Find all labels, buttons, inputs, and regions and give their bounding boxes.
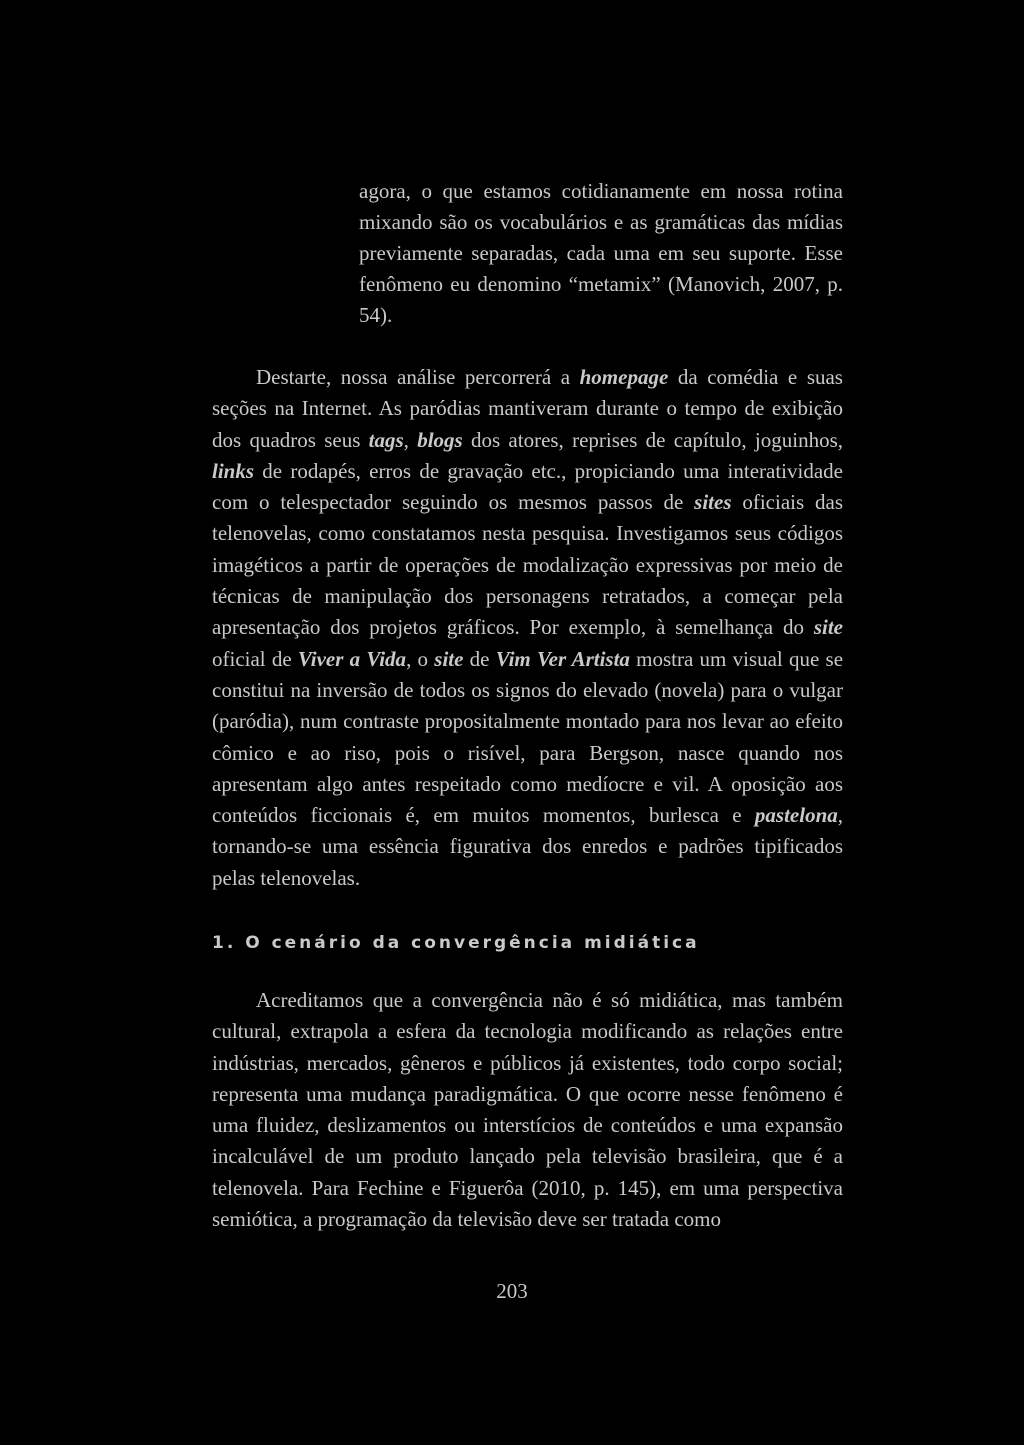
text-run: oficial de	[212, 646, 298, 671]
paragraph-text: Acreditamos que a convergência não é só midiática, mas também cultural, extrapola a esfera da tecnologia modificando as relações entre indústrias, mercados, gêneros e públicos já existentes, todo corpo social; representa uma mudança paradigmática. O que ocorre nesse fenômeno é uma fluidez, deslizamentos ou interstícios de conteúdos e uma expansão incalculável de um produto lançado pela televisão brasileira, que é a telenovela. Para Fechine e Figuerôa (2010, p. 145), em uma perspectiva semiótica, a programação da televisão deve ser tratada como	[212, 988, 843, 1232]
paragraph-convergence	[212, 985, 843, 1235]
text-run: Destarte, nossa análise percorrerá a	[256, 365, 580, 389]
text-run: dos atores, reprises de capítulo, joguinhos,	[462, 427, 844, 452]
text-run: oficiais das telenovelas, como constatamos nesta pesquisa. Investigamos seus códigos imagéticos a partir de operações de modalização expressivas por meio de técnicas de manipulação dos personagens retratados, a começar pela apresentação dos projetos gráficos. Por exemplo, à semelhança do	[212, 490, 844, 640]
block-quote	[359, 176, 843, 331]
term-sites: sites	[694, 490, 732, 515]
term-pastelona: pastelona	[754, 803, 838, 828]
text-run: , o	[406, 646, 435, 671]
text-run: de rodapés, erros de gravação etc., propiciando uma interatividade com o telespectador seguindo os mesmos passos de	[212, 458, 843, 515]
block-quote-text: agora, o que estamos cotidianamente em nossa rotina mixando são os vocabulários e as gramáticas das mídias previamente separadas, cada uma em seu suporte. Esse fenômeno eu denomino “metamix” (Manovich, 2007, p. 54).	[359, 179, 843, 327]
paragraph-text	[212, 362, 843, 894]
term-links: links	[212, 458, 255, 483]
text-run: da comédia e suas seções na Internet. As paródias mantiveram durante o tempo de exibição dos quadros seus	[212, 365, 843, 452]
text-run: ,	[403, 427, 418, 452]
term-blogs: blogs	[417, 427, 463, 452]
term-site: site	[434, 646, 464, 671]
text-run: mostra um visual que se constitui na inversão de todos os signos do elevado (novela) para o vulgar (paródia), num contraste propositalmente montado para nos levar ao efeito cômico e ao riso, pois o risível, para Bergson, nasce quando nos apresentam algo antes respeitado como medíocre e vil. A oposição aos conteúdos ficcionais é, em muitos momentos, burlesca e	[212, 646, 844, 828]
page-number: 203	[496, 1279, 528, 1303]
term-tags: tags	[368, 427, 404, 452]
text-run: , tornando-se uma essência figurativa dos enredos e padrões tipificados pelas telenovelas.	[212, 803, 843, 890]
title-viver-a-vida: Viver a Vida	[297, 646, 407, 671]
term-homepage: homepage	[579, 365, 669, 389]
title-vim-ver-artista: Vim Ver Artista	[495, 646, 630, 671]
section-heading: 1. O cenário da convergência midiática	[212, 933, 700, 953]
text-run: de	[463, 646, 496, 671]
term-site: site	[813, 615, 843, 640]
paragraph-homepage-analysis	[212, 362, 843, 894]
